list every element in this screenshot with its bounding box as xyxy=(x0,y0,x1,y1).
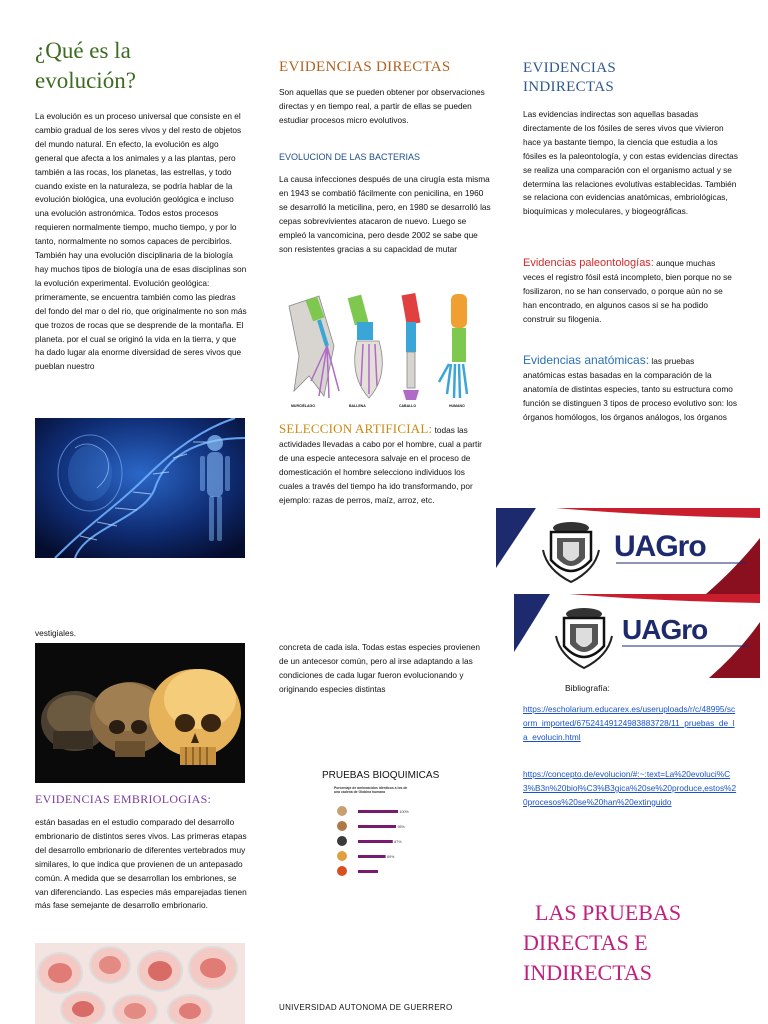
bioquimicas-chart xyxy=(330,786,410,886)
bibliography-link-1[interactable]: https://escholarium.educarex.es/useruploads/r/c/48995/scorm_imported/67524149124983883728/11_pruebas_de_la_evolucin.html xyxy=(523,704,736,742)
bio-chart-title: Porcentaje de aminoácidos idénticos a los de una cadena de Globina humana xyxy=(334,786,408,794)
anat-paragraph xyxy=(523,354,738,425)
uagro-logo-2 xyxy=(514,594,760,678)
indirectas-text: Las evidencias indirectas son aquellas basadas directamente de los fósiles de seres vivos que vivieron hace ya bastante tiempo, la ciencia que estudia a los fósiles es la paleontología, y con estas evidencias directas se realiza una comparación con el organismo actual y se determina las relaciones evolutivas establecidas. También se relaciona con evidencias anatómicas, embriológicas, bioquímicas y moleculares, y biogeográficas. xyxy=(523,109,738,217)
bio-chart-organism-icon xyxy=(337,821,347,831)
bio-chart-bar xyxy=(358,825,396,828)
indirectas-heading: EVIDENCIAS INDIRECTAS xyxy=(523,60,616,95)
embryo-image xyxy=(35,943,245,1024)
uagro-logo-text-1: UAGro xyxy=(614,530,706,563)
paleo-text: aunque muchas veces el registro fósil está incompleto, bien porque no se fosilizaron, no se han conservado, o porque aún no se han encontrado, en algunos casos si se ha podido construir su filogenia. xyxy=(523,258,732,324)
bio-chart-bar xyxy=(358,855,386,858)
anat-text: las pruebas anatómicas estas basadas en la comparación de la anatomía de distintas especies, tanto su estructura como función se distinguen 3 tipos de proceso evolutivo son: los órganos homólogos, los órganos análogos, los órganos xyxy=(523,356,738,422)
bibliografia-label: Bibliografía: xyxy=(565,683,610,693)
skulls-image xyxy=(35,643,245,783)
bio-chart-organism-icon xyxy=(337,836,347,846)
seleccion-heading: SELECCION ARTIFICIAL: xyxy=(279,421,433,436)
limb-label-horse: CABALLO xyxy=(399,404,417,408)
universidad-footer: UNIVERSIDAD AUTONOMA DE GUERRERO xyxy=(279,1003,453,1012)
paleo-paragraph xyxy=(523,257,738,327)
seleccion-paragraph xyxy=(279,422,491,507)
directas-text: Son aquellas que se pueden obtener por observaciones directas y en tiempo real, a partir de ellas se pueden estudiar procesos micro evolutivos. xyxy=(279,87,485,125)
bacterias-heading: EVOLUCION DE LAS BACTERIAS xyxy=(279,152,421,162)
final-title: LAS PRUEBAS DIRECTAS E INDIRECTAS xyxy=(523,900,682,985)
embriologias-text: están basadas en el estudio comparado del desarrollo embrionario de distintos seres vivos. Las primeras etapas del desarrollo embrionario de diferentes vertebrados muy similares, lo que indica que provienen de un antepasado común. A medida que se desarrollan los embriones, se van diferenciando. Las especies más emparejadas tienen más fase semejante de desarrollo embrionario. xyxy=(35,817,247,911)
bio-chart-organism-icon xyxy=(337,851,347,861)
bio-chart-value-label: 87% xyxy=(394,840,402,844)
bio-chart-organism-icon xyxy=(337,866,347,876)
paleo-heading: Evidencias paleontologías: xyxy=(523,257,654,269)
limb-label-bat: MURCIÉLAGO xyxy=(291,404,315,408)
dna-image xyxy=(35,418,245,558)
evolution-intro-text: La evolución es un proceso universal que consiste en el cambio gradual de los seres vivos y del resto de objetos del mundo natural. En efecto, la evolución es algo general que afecta a los animales y a las plantas, pero también a las rocas, los planetas, las estrellas, y todo cuando existe en la naturaleza, se podría hablar de la evolución biológica, una evolución geológica e incluso una evolución astronómica. Todos estos procesos requieren normalmente tiempo, mucho tiempo, y por lo tanto, normalmente no somos capaces de percibirlos. También hay una evolución disciplinaria de la biología hay muchos tipos de biología una de esas disciplinas son la evolución experimental. Evolución geológica: primeramente, se encuentra también como las piedras del fondo del mar o del rio, que originalmente no son más que trozos de rocas que se desprende de la montaña. El planeta. por el cual se originó la vida en la tierra, y que ha dado lugar ala enorme diversidad de seres vivos que pueblan nuestro xyxy=(35,111,247,372)
bio-chart-bar xyxy=(358,810,398,813)
isla-text: concreta de cada isla. Todas estas especies provienen de un antecesor común, pero al irse adaptando a las condiciones de cada lugar fueron evolucionando y originando especies distintas xyxy=(279,642,480,694)
bioquimicas-heading: PRUEBAS BIOQUIMICAS xyxy=(322,770,440,781)
bio-chart-organism-icon xyxy=(337,806,347,816)
homologous-limbs-image xyxy=(279,286,484,414)
embriologias-heading: EVIDENCIAS EMBRIOLOGIAS: xyxy=(35,792,212,806)
main-title: ¿Qué es la evolución? xyxy=(35,38,136,93)
bio-chart-value-label: 100% xyxy=(399,810,409,814)
seleccion-text: todas las actividades llevadas a cabo por el hombre, cual a partir de una especie antecesora salvaje en el proceso de domesticación el hombre selecciono individuos los cuales a través del tiempo ha ido transformando, por ejemplo: razas de perros, maíz, arroz, etc. xyxy=(279,425,482,505)
bio-chart-bar xyxy=(358,870,378,873)
bio-chart-bar xyxy=(358,840,393,843)
limb-label-whale: BALLENA xyxy=(349,404,366,408)
anat-heading: Evidencias anatómicas: xyxy=(523,353,650,367)
uagro-logo-text-2: UAGro xyxy=(622,614,708,645)
bibliography-link-2[interactable]: https://concepto.de/evolucion/#:~:text=La%20evoluci%C3%B3n%20biol%C3%B3gica%20se%20produce,estos%20procesos%20se%20han%20extinguido xyxy=(523,769,737,807)
bio-chart-value-label: 95% xyxy=(397,825,405,829)
vestigiales-text: vestigiales. xyxy=(35,628,77,638)
uagro-logo-1 xyxy=(496,508,760,594)
bio-chart-value-label: 69% xyxy=(387,855,395,859)
bacterias-text: La causa infecciones después de una cirugía esta misma en 1943 se combatió fácilmente con penicilina, en 1960 se desarrolló la meticilina, pero, en 1980 se desarrolló las cepas sobrevivientes atacaron de nuevo. Luego se empleó la vancomicina, pero desde 2002 se sabe que son resistentes gracias a su capacidad de mutar xyxy=(279,174,491,254)
limb-label-human: HUMANO xyxy=(449,404,465,408)
bio-chart-svg xyxy=(330,786,410,886)
directas-heading: EVIDENCIAS DIRECTAS xyxy=(279,59,451,75)
